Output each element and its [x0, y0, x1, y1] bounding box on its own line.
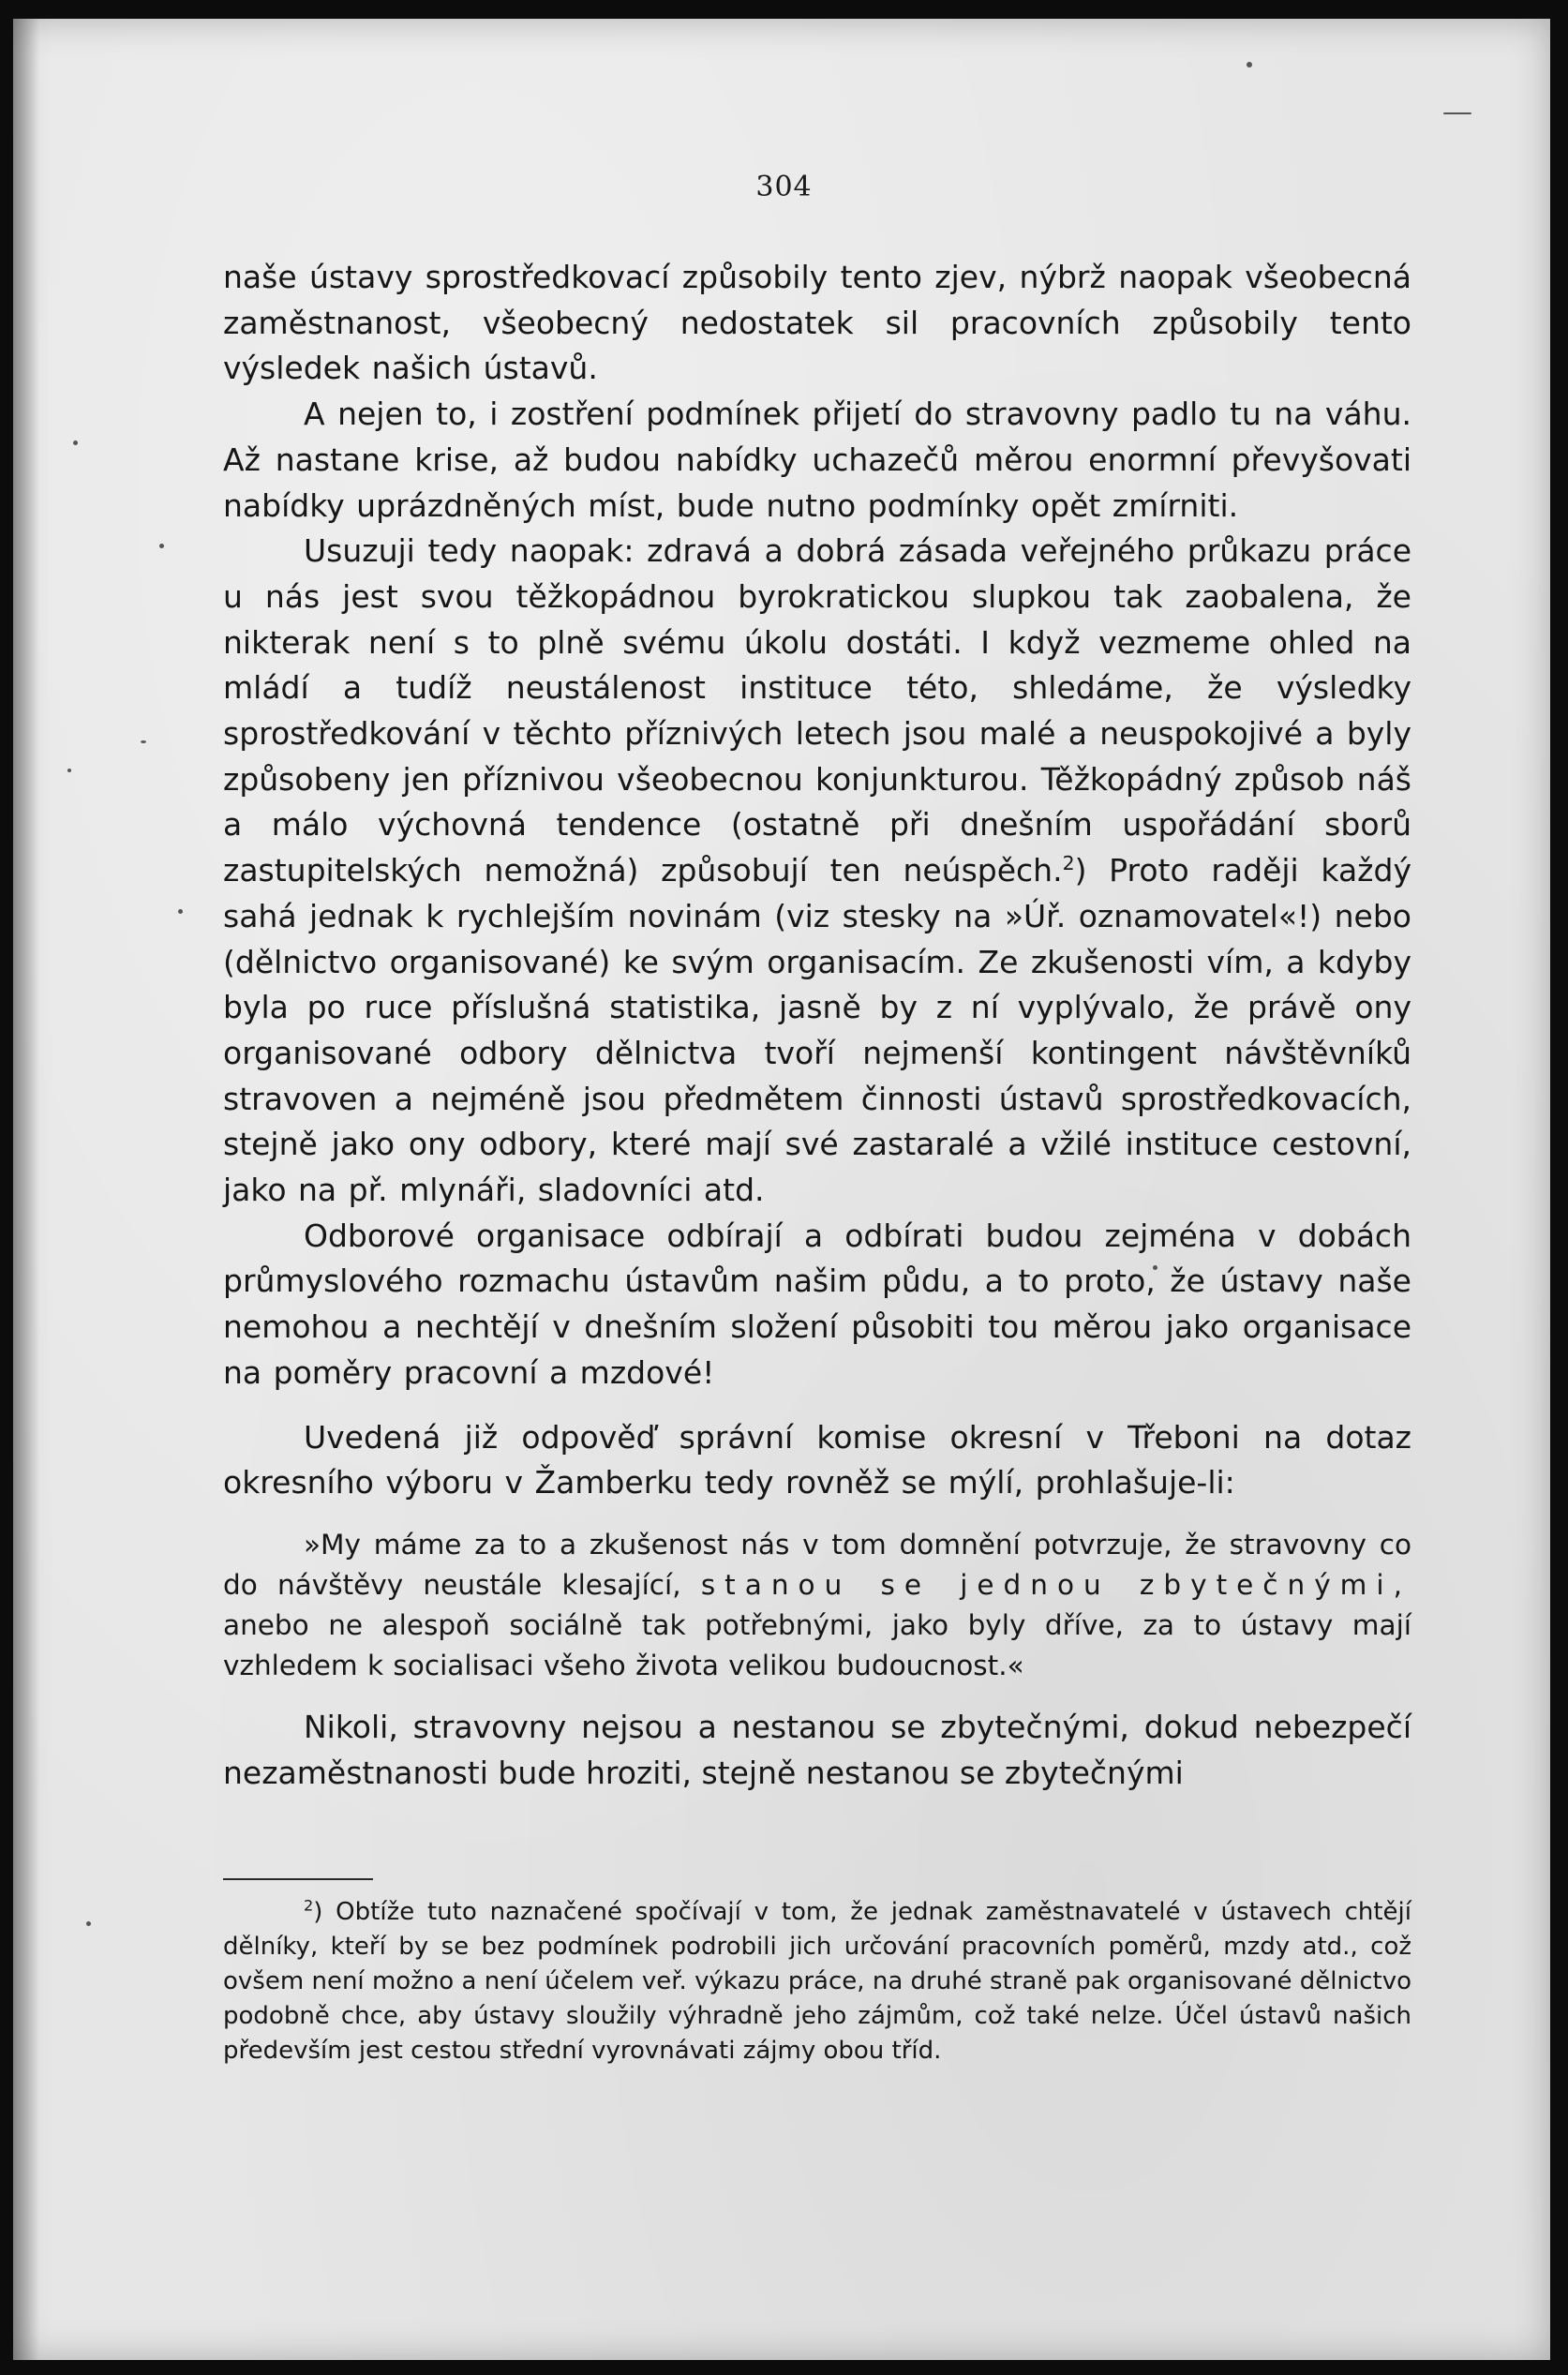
- paragraph: A nejen to, i zostření podmínek přijetí do stravovny padlo tu na váhu. Až nastane krise, až budou nabídky uchazečů měrou enormní převyšovati nabídky uprázdněných míst, bude nutno podmínky opět zmírniti.: [223, 396, 1411, 524]
- paragraph: Odborové organisace odbírají a odbírati budou zejména v dobách průmyslového rozmachu ústavům našim půdu, a to proto, že ústavy naše nemohou a nechtějí v dnešním složení působiti tou měrou jako organisace na poměry pracovní a mzdové!: [223, 1217, 1411, 1391]
- footnote-reference: 2: [1062, 852, 1075, 875]
- block-quote: [223, 1525, 1411, 1686]
- paragraph-text: ) Proto raději každý sahá jednak k rychlejším novinám (viz stesky na »Úř. oznamovatel«!) nebo (dělnictvo organisované) ke svým organisacím. Ze zkušenosti vím, a kdyby byla po ruce příslušná statistika, jasně by z ní vyplývalo, že právě ony organisované odbory dělnictva tvoří nejmenší kontingent návštěvníků stravoven a nejméně jsou předmětem činnosti ústavů sprostředkovacích, stejně jako ony odbory, které mají své zastaralé a vžilé instituce cestovní, jako na př. mlynáři, sladovníci atd.: [223, 852, 1411, 1209]
- paragraph-text: Usuzuji tedy naopak: zdravá a dobrá zásada veřejného průkazu práce u nás jest svou těžkopádnou byrokratickou slupkou tak zaobalena, že nikterak není s to plně svému úkolu dostáti. I když vezmeme ohled na mládí a tudíž neustálenost instituce této, shledáme, že výsledky sprostředkování v těchto příznivých letech jsou malé a neuspokojivé a byly způsobeny jen příznivou všeobecnou konjunkturou. Těžkopádný způsob náš a málo výchovná tendence (ostatně při dnešním uspořádání sborů zastupitelských nemožná) způsobují ten neúspěch.: [223, 532, 1411, 889]
- dust-speck: [1247, 62, 1252, 67]
- footnote-divider: [223, 1878, 373, 1880]
- page-number: 304: [755, 171, 813, 203]
- quote-text: »My máme za to a zkušenost nás v tom domnění potvrzuje, že stravovny co do návštěvy neustále klesající,: [223, 1528, 1411, 1601]
- main-text: [223, 255, 1411, 1796]
- dust-speck: [86, 1921, 91, 1926]
- footnote-mark: 2: [304, 1896, 314, 1915]
- paragraph-with-note: [223, 529, 1411, 1214]
- paragraph: Nikoli, stravovny nejsou a nestanou se zbytečnými, dokud nebezpečí nezaměstnanosti bude hroziti, stejně nestanou se zbytečnými: [223, 1708, 1411, 1791]
- dust-speck: [159, 544, 164, 548]
- paragraph: Uvedená již odpověď správní komise okresní v Třeboni na dotaz okresního výboru v Žamberku tedy rovněž se mýlí, prohlašuje-li:: [223, 1418, 1411, 1501]
- binding-shadow: [13, 19, 39, 2360]
- dust-speck: [73, 441, 78, 445]
- dust-speck: [1443, 112, 1471, 114]
- footnote: [223, 1895, 1411, 2069]
- dust-speck: [178, 909, 183, 914]
- dust-speck: [141, 740, 146, 743]
- footnote-text: ) Obtíže tuto naznačené spočívají v tom, že jednak zaměstnavatelé v ústavech chtějí dělníky, kteří by se bez podmínek podrobili jich určování pracovních poměrů, mzdy atd., což ovšem není možno a není účelem veř. výkazu práce, na druhé straně pak organisované dělnictvo podobně chce, aby ústavy sloužily výhradně jeho zájmům, což také nelze. Účel ústavů našich především jest cestou střední vyrovnávati zájmy obou tříd.: [223, 1898, 1411, 2065]
- paragraph-continuation: naše ústavy sprostředkovací způsobily tento zjev, nýbrž naopak všeobecná zaměstnanost, všeobecný nedostatek sil pracovních způsobily tento výsledek našich ústavů.: [223, 259, 1411, 387]
- quote-text: anebo ne alespoň sociálně tak potřebnými, jako byly dříve, za to ústavy mají vzhledem k socialisaci všeho života velikou budoucnost.«: [223, 1608, 1411, 1681]
- quote-emphasis: stanou se jednou zbytečnými,: [700, 1568, 1411, 1601]
- dust-speck: [67, 769, 71, 772]
